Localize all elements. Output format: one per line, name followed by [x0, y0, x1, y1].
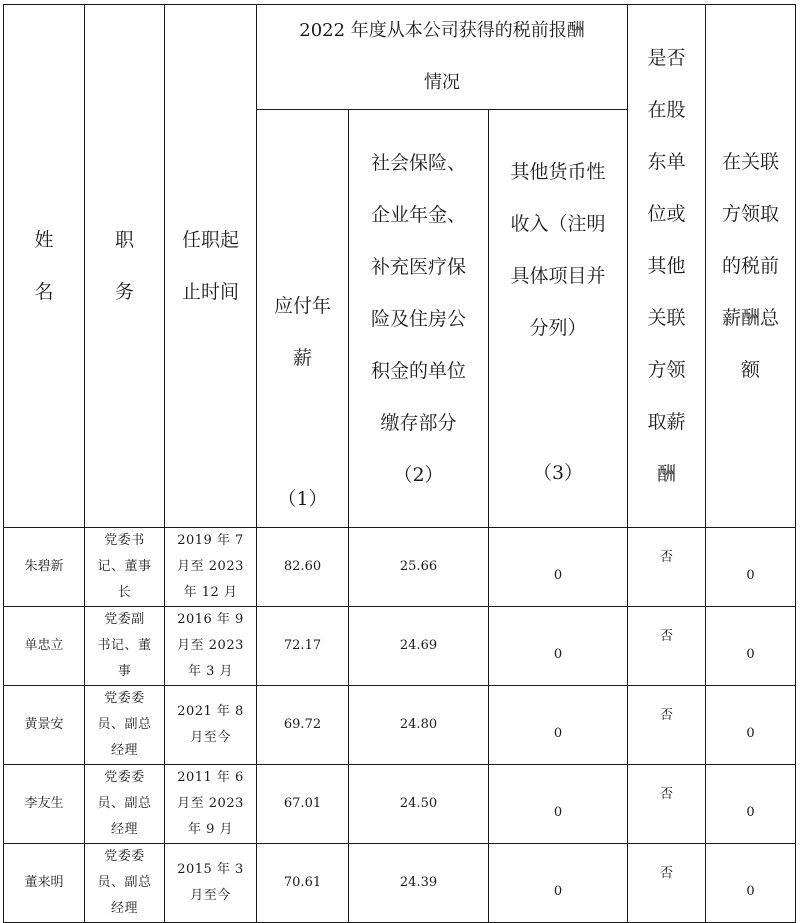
cell-position-line: 党委委	[104, 849, 145, 864]
cell-name: 董来明	[4, 844, 85, 923]
cell-name: 李友生	[4, 765, 85, 844]
header-position-text	[85, 214, 164, 318]
cell-salary: 72.17	[257, 607, 349, 686]
cell-related: 否	[628, 607, 706, 686]
cell-other: 0	[489, 528, 628, 607]
header-related-total-line: 额	[741, 359, 761, 381]
cell-position-line: 经理	[110, 901, 138, 916]
cell-position-line: 党委副	[104, 612, 145, 627]
cell-position-line: 员、副总	[97, 717, 152, 732]
header-group-title	[257, 5, 628, 110]
cell-position-line: 记、董事	[97, 559, 152, 574]
cell-position-line: 长	[117, 585, 132, 600]
cell-term-line: 2011 年 6	[177, 770, 244, 785]
header-name-line: 姓	[34, 229, 54, 251]
header-related-total-line: 的税前	[722, 255, 780, 277]
cell-related: 否	[628, 765, 706, 844]
cell-related-total: 0	[706, 528, 796, 607]
cell-position-line: 党委委	[104, 691, 145, 706]
header-salary-text	[257, 280, 348, 384]
header-related-line: 东单	[647, 151, 686, 173]
cell-term-line: 月至今	[190, 730, 231, 745]
cell-term-line: 年 3 月	[187, 664, 234, 679]
header-related-line: 关联	[647, 307, 686, 329]
header-salary-line: 薪	[292, 347, 312, 369]
cell-position	[85, 844, 165, 923]
header-other-line: 具体项目并	[510, 265, 606, 287]
header-other-note: （3）	[532, 462, 584, 484]
header-term	[165, 5, 257, 528]
cell-related-total: 0	[706, 844, 796, 923]
cell-term	[165, 844, 257, 923]
header-other-line: 分列）	[529, 317, 587, 339]
header-social-line: 社会保险、	[370, 151, 466, 174]
header-related-line: 酬	[657, 463, 677, 485]
cell-term	[165, 528, 257, 607]
header-related-line: 其他	[647, 255, 686, 277]
cell-social: 25.66	[349, 528, 489, 607]
header-related-total	[706, 5, 796, 528]
cell-social: 24.69	[349, 607, 489, 686]
header-term-line: 止时间	[181, 281, 239, 303]
header-social-text	[349, 137, 488, 501]
table-row	[4, 765, 796, 844]
cell-position-line: 书记、董	[97, 638, 152, 653]
compensation-table	[3, 4, 796, 923]
cell-position-line: 员、副总	[97, 875, 152, 890]
header-related-total-text	[706, 136, 795, 396]
cell-other: 0	[489, 765, 628, 844]
table-row	[4, 607, 796, 686]
header-name	[4, 5, 85, 528]
cell-position-line: 经理	[110, 743, 138, 758]
header-salary-line: 应付年	[273, 295, 331, 317]
header-salary	[257, 110, 349, 528]
header-social-line: 积金的单位	[370, 359, 466, 382]
cell-term-line: 年 12 月	[183, 585, 238, 600]
cell-name: 黄景安	[4, 686, 85, 765]
header-term-text	[165, 214, 256, 318]
header-group-title-text	[257, 5, 627, 109]
cell-related-total: 0	[706, 765, 796, 844]
cell-other: 0	[489, 607, 628, 686]
cell-other: 0	[489, 686, 628, 765]
cell-term-line: 2021 年 8	[177, 704, 244, 719]
header-related-line: 方领	[647, 359, 686, 381]
header-other-text	[489, 146, 627, 354]
cell-term-line: 月至 2023	[177, 638, 244, 653]
header-group-title-line: 情况	[424, 72, 461, 93]
header-name-line: 名	[34, 281, 54, 303]
cell-name: 朱碧新	[4, 528, 85, 607]
header-position-line: 职	[114, 229, 134, 251]
header-salary-note: （1）	[277, 488, 328, 510]
header-related-total-line: 在关联	[722, 151, 780, 173]
cell-related-total: 0	[706, 607, 796, 686]
cell-term	[165, 607, 257, 686]
cell-position-line: 党委书	[104, 533, 145, 548]
table-row	[4, 686, 796, 765]
header-group-title-line: 2022 年度从本公司获得的税前报酬	[299, 20, 585, 41]
header-term-line: 任职起	[181, 229, 239, 251]
cell-name: 单忠立	[4, 607, 85, 686]
cell-salary: 82.60	[257, 528, 349, 607]
cell-salary: 67.01	[257, 765, 349, 844]
header-related-line: 是否	[647, 47, 686, 69]
cell-position	[85, 765, 165, 844]
header-social	[349, 110, 489, 528]
cell-position-line: 经理	[110, 822, 138, 837]
cell-term	[165, 765, 257, 844]
header-social-line: 企业年金、	[370, 203, 466, 226]
cell-social: 24.39	[349, 844, 489, 923]
header-related-text	[628, 32, 705, 500]
header-related	[628, 5, 706, 528]
cell-related: 否	[628, 528, 706, 607]
header-social-line: 补充医疗保	[370, 255, 466, 278]
cell-term-line: 2019 年 7	[177, 533, 244, 548]
header-social-line: 险及住房公	[370, 307, 466, 330]
table-row	[4, 844, 796, 923]
header-other-line: 收入（注明	[510, 213, 606, 235]
cell-salary: 70.61	[257, 844, 349, 923]
header-social-line: 缴存部分	[380, 411, 457, 434]
header-related-line: 取薪	[647, 411, 686, 433]
header-related-line: 位或	[647, 203, 686, 225]
cell-position	[85, 686, 165, 765]
cell-term-line: 月至 2023	[177, 796, 244, 811]
cell-related: 否	[628, 844, 706, 923]
header-name-text	[4, 214, 84, 318]
cell-position	[85, 528, 165, 607]
header-social-note: （2）	[393, 463, 444, 486]
cell-social: 24.80	[349, 686, 489, 765]
cell-other: 0	[489, 844, 628, 923]
header-related-line: 在股	[647, 99, 686, 121]
cell-salary: 69.72	[257, 686, 349, 765]
cell-term-line: 月至 2023	[177, 559, 244, 574]
cell-position-line: 事	[117, 664, 132, 679]
table-row	[4, 528, 796, 607]
cell-related-total: 0	[706, 686, 796, 765]
header-other	[489, 110, 628, 528]
cell-position-line: 员、副总	[97, 796, 152, 811]
cell-related: 否	[628, 686, 706, 765]
header-position	[85, 5, 165, 528]
header-related-total-line: 方领取	[722, 203, 780, 225]
cell-position	[85, 607, 165, 686]
cell-social: 24.50	[349, 765, 489, 844]
cell-term-line: 年 9 月	[187, 822, 234, 837]
cell-term-line: 2015 年 3	[177, 862, 244, 877]
cell-position-line: 党委委	[104, 770, 145, 785]
header-other-line: 其他货币性	[510, 161, 606, 183]
cell-term-line: 月至今	[190, 888, 231, 903]
cell-term	[165, 686, 257, 765]
header-related-total-line: 薪酬总	[722, 307, 780, 329]
cell-term-line: 2016 年 9	[177, 612, 244, 627]
header-position-line: 务	[114, 281, 134, 303]
